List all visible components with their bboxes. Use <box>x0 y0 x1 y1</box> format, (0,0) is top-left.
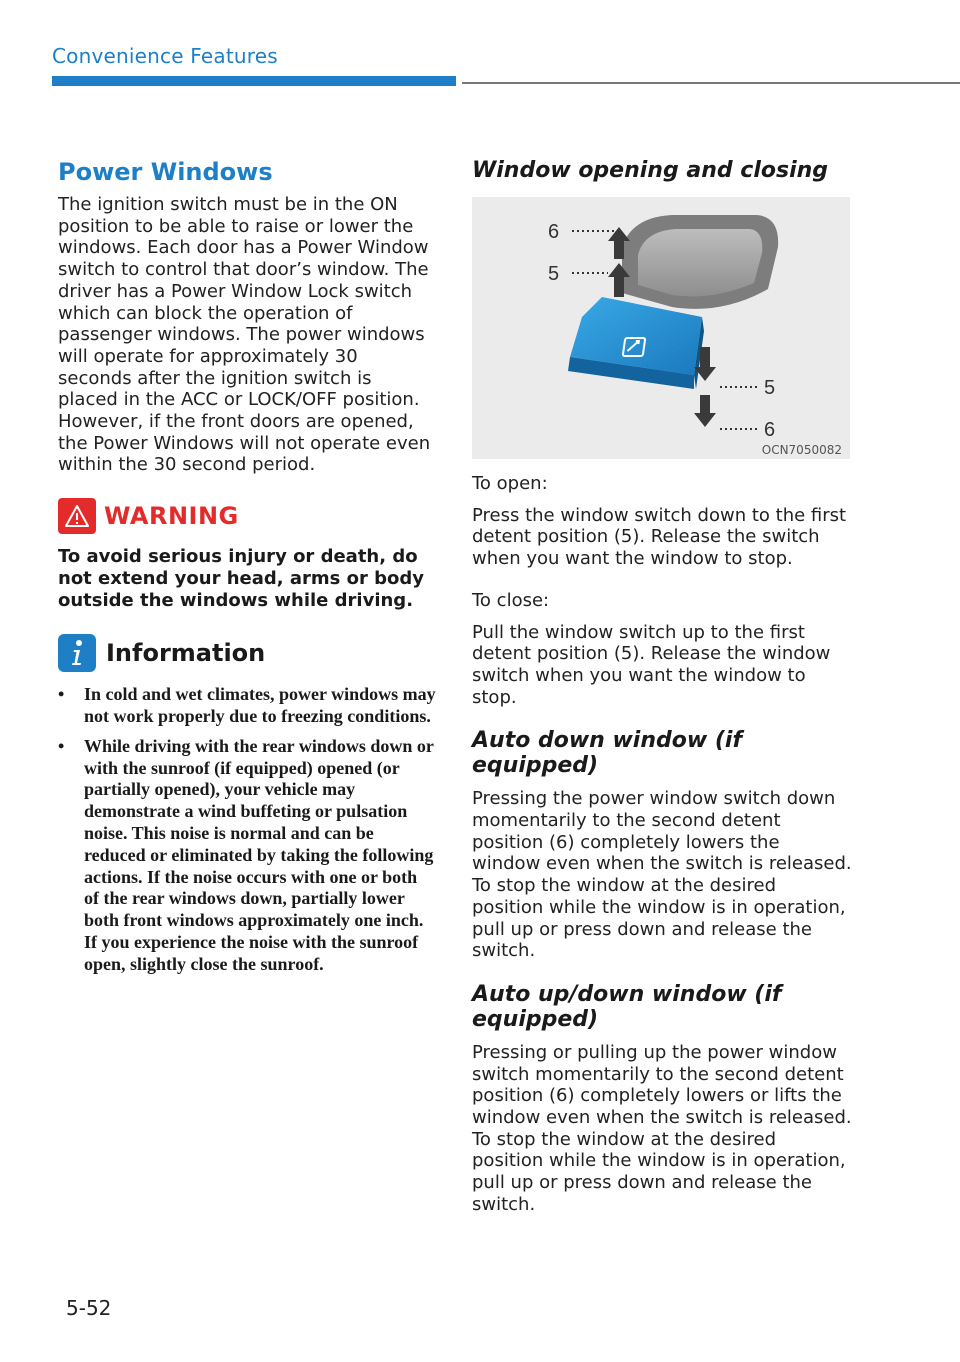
figure-code: OCN7050082 <box>761 443 842 457</box>
subhead-auto-up-down: Auto up/down window (if equipped) <box>472 981 782 1032</box>
warning-text: To avoid serious injury or death, do not extend your head, arms or body outside the windows while driving. <box>58 546 425 612</box>
left-column <box>58 158 436 984</box>
list-item <box>58 684 436 728</box>
list-item-text: In cold and wet climates, power windows may not work properly due to freezing conditions. <box>84 684 436 726</box>
label-up-first-detent: 5 <box>548 263 560 285</box>
warning-header <box>58 498 436 534</box>
window-switch-figure <box>472 197 850 459</box>
to-open-text: Press the window switch down to the first detent position (5). Release the switch when you want the window to stop. <box>472 504 847 570</box>
list-item-text: While driving with the rear windows down or with the sunroof (if equipped) opened (or partially opened), your vehicle may demonstrate a wind buffeting or pulsation noise. This noise is normal and can be reduced or eliminated by taking the following actions. If the noise occurs with one or both of the rear windows down, partially lower both front windows approximately one inch. If you experience the noise with the sunroof open, slightly close the sunroof. <box>84 735 434 974</box>
section-title: Power Windows <box>58 158 273 186</box>
intro-paragraph: The ignition switch must be in the ON position to be able to raise or lower the windows. Each door has a Power Window switch to control that door’s window. The driver has a Power Window Lock switch which can block the operation of passenger windows. The power windows will operate for approximately 30 seconds after the ignition switch is placed in the ACC or LOCK/OFF position. However, if the front doors are opened, the Power Windows will not operate even within the 30 second period. <box>58 194 431 476</box>
to-close-label: To close: <box>472 589 550 611</box>
auto-down-text: Pressing the power window switch down momentarily to the second detent position (6) completely lowers the window even when the switch is released. To stop the window at the desired position while the window is in operation, pull up or press down and release the switch. <box>472 788 852 962</box>
list-item <box>58 736 436 976</box>
to-open-label: To open: <box>472 473 548 494</box>
subhead-window-opening: Window opening and closing <box>472 158 829 183</box>
information-list <box>58 684 436 975</box>
warning-label: WARNING <box>104 502 239 531</box>
bullet: • <box>58 735 65 756</box>
warning-triangle-icon <box>58 498 96 534</box>
information-box <box>58 634 436 975</box>
right-column <box>472 158 852 1216</box>
page-number: 5-52 <box>66 1296 112 1320</box>
bullet: • <box>58 684 65 705</box>
header-rule <box>462 82 960 84</box>
information-label: Information <box>106 639 266 668</box>
subhead-auto-down: Auto down window (if equipped) <box>472 728 743 779</box>
information-header <box>58 634 436 672</box>
auto-up-down-text: Pressing or pulling up the power window switch momentarily to the second detent position (6) completely lowers or lifts the window even when the switch is released. To stop the window at the desired position while the window is in operation, pull up or press down and release the switch. <box>472 1041 852 1215</box>
label-up-second-detent: 6 <box>548 221 560 243</box>
label-down-second-detent: 6 <box>764 419 776 441</box>
to-close-text: Pull the window switch up to the first detent position (5). Release the window switch when you want the window to stop. <box>472 621 831 708</box>
header-title: Convenience Features <box>52 44 278 68</box>
label-down-first-detent: 5 <box>764 377 776 399</box>
window-switch-illustration <box>472 197 850 459</box>
header-accent-bar <box>52 76 456 86</box>
warning-box <box>58 498 436 612</box>
info-icon <box>58 634 96 672</box>
